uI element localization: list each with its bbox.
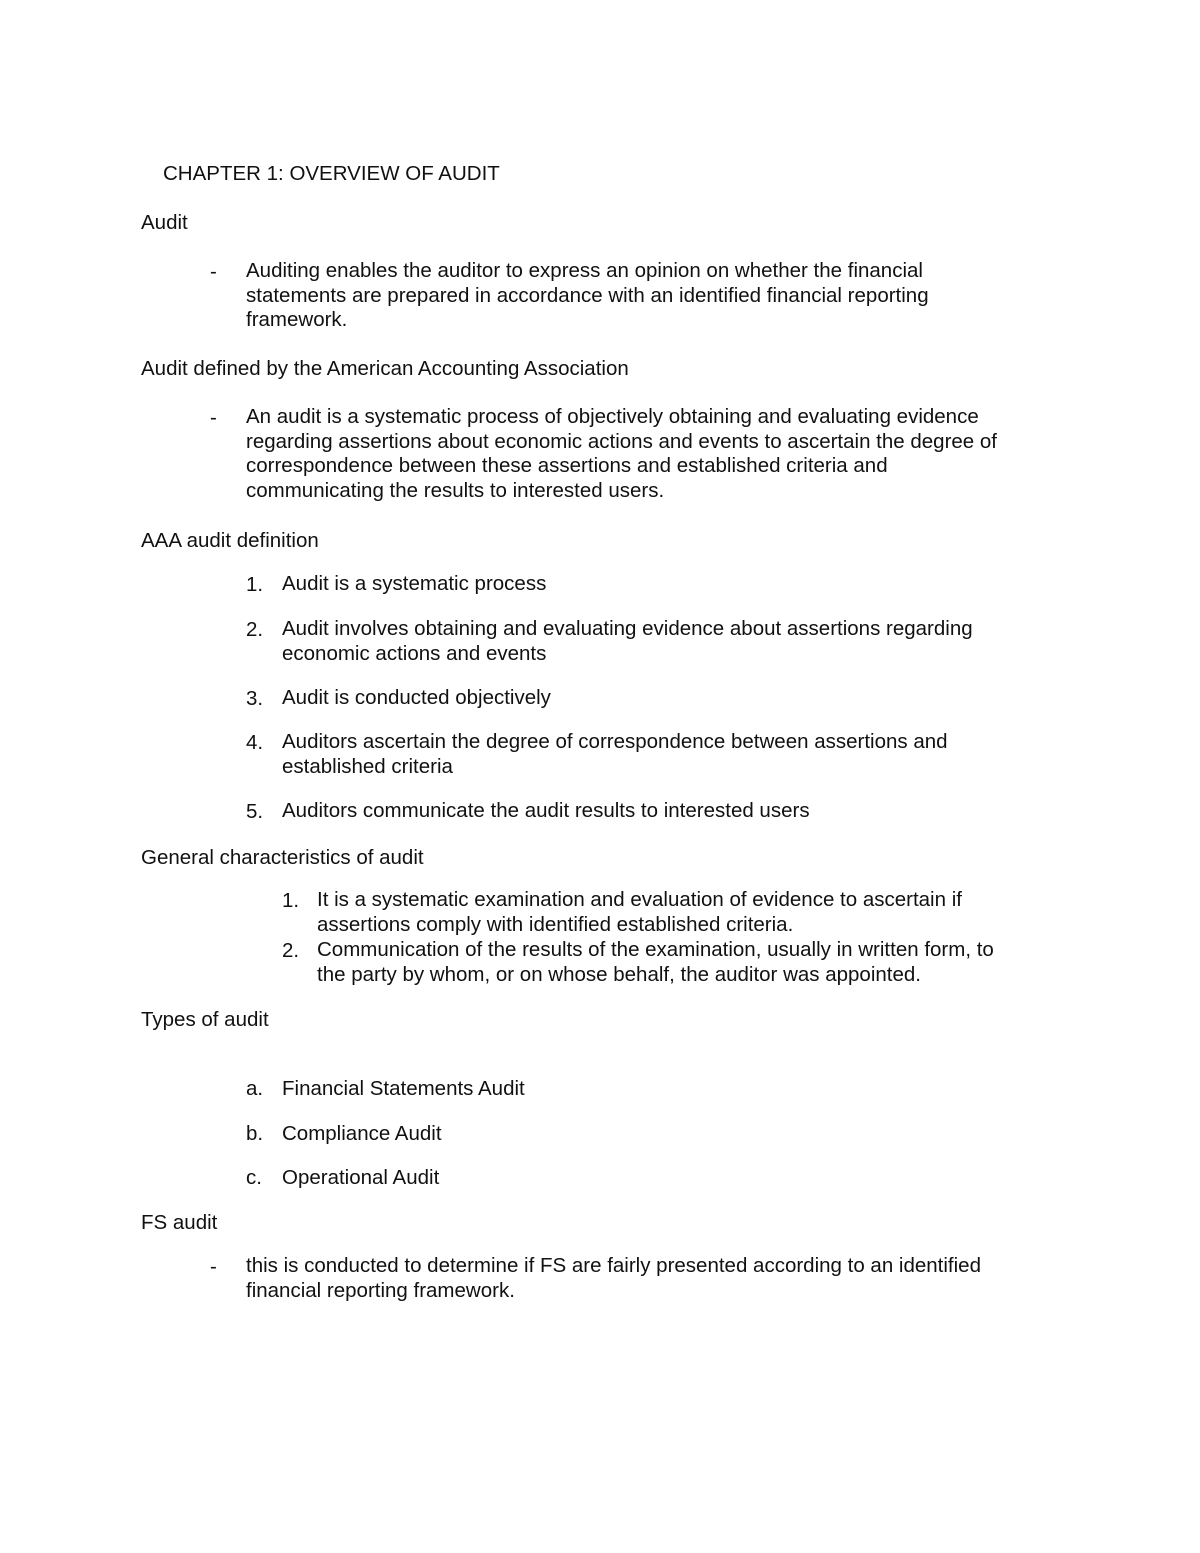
list-item (282, 799, 810, 824)
text-line: An audit is a systematic process of objectively obtaining and evaluating evidence (246, 405, 979, 428)
list-item (282, 730, 948, 779)
chapter-title-text: CHAPTER 1: OVERVIEW OF AUDIT (163, 162, 500, 185)
text-line: regarding assertions about economic actions and events to ascertain the degree of (246, 429, 997, 453)
heading-fs: FS audit (141, 1211, 218, 1234)
text-line: Audit is a systematic process (282, 572, 547, 595)
heading-audit: Audit (141, 211, 188, 234)
text-line: Audit involves obtaining and evaluating evidence about assertions regarding (282, 617, 973, 640)
list-item: Financial Statements Audit (282, 1077, 525, 1100)
list-letter: a. (246, 1077, 264, 1100)
text-line: statements are prepared in accordance with an identified financial reporting (246, 283, 929, 307)
list-item: Operational Audit (282, 1166, 440, 1189)
text-line: Auditing enables the auditor to express an opinion on whether the financial (246, 259, 923, 282)
text-line: It is a systematic examination and evaluation of evidence to ascertain if (317, 888, 962, 911)
heading-aaa-list: AAA audit definition (141, 529, 319, 552)
list-number: 3. (246, 687, 264, 710)
text-line: Auditors communicate the audit results to interested users (282, 799, 810, 822)
paragraph-aaa-def (246, 405, 997, 504)
list-letter: b. (246, 1122, 264, 1145)
dash-marker: - (210, 1255, 217, 1278)
list-number: 5. (246, 800, 264, 823)
text-line: assertions comply with identified established criteria. (317, 912, 794, 936)
text-line: the party by whom, or on whose behalf, the auditor was appointed. (317, 962, 921, 986)
list-letter: c. (246, 1166, 262, 1189)
text-line: established criteria (282, 754, 453, 778)
list-item (317, 888, 962, 937)
paragraph-audit (246, 259, 929, 333)
text-line: Auditors ascertain the degree of correspondence between assertions and (282, 730, 948, 753)
list-number: 2. (246, 618, 264, 641)
text-line: financial reporting framework. (246, 1278, 515, 1302)
text-line: this is conducted to determine if FS are fairly presented according to an identified (246, 1254, 981, 1277)
text-line: economic actions and events (282, 641, 547, 665)
list-number: 2. (282, 939, 300, 962)
dash-marker: - (210, 406, 217, 429)
list-number: 1. (246, 573, 264, 596)
heading-general: General characteristics of audit (141, 846, 424, 869)
text-line: communicating the results to interested users. (246, 479, 665, 503)
list-item: Compliance Audit (282, 1122, 442, 1145)
heading-types: Types of audit (141, 1008, 269, 1031)
heading-aaa-def: Audit defined by the American Accounting Association (141, 357, 629, 380)
list-item (282, 686, 551, 711)
chapter-title (147, 161, 500, 186)
text-line: Communication of the results of the examination, usually in written form, to (317, 938, 994, 961)
paragraph-fs (246, 1254, 981, 1303)
list-number: 4. (246, 731, 264, 754)
list-item (317, 938, 994, 987)
text-line: correspondence between these assertions and established criteria and (246, 454, 888, 478)
list-number: 1. (282, 889, 300, 912)
text-line: Audit is conducted objectively (282, 686, 551, 709)
list-item (282, 617, 973, 666)
text-line: framework. (246, 308, 348, 332)
dash-marker: - (210, 260, 217, 283)
list-item (282, 572, 546, 597)
